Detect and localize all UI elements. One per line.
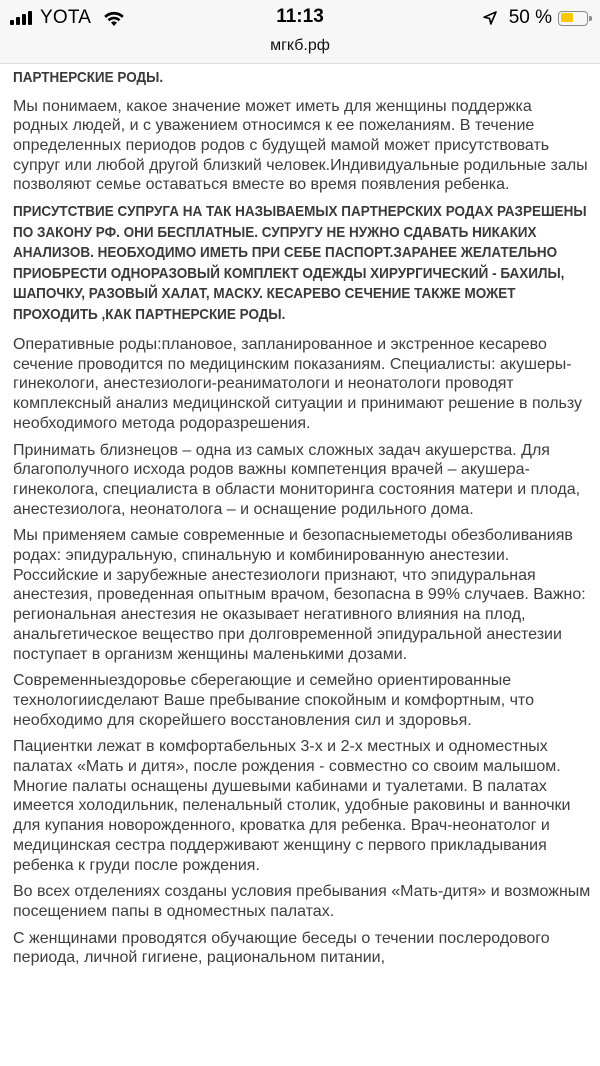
- paragraph-education: С женщинами проводятся обучающие беседы о течении послеродового периода, личной гигиене, рациональном питании,: [13, 929, 550, 967]
- paragraph-wards: Пациентки лежат в комфортабельных 3-х и 2-х местных и одноместных палатах «Мать и дитя», после рождения - совместно со своим малышом. Многие палаты оснащены душевыми кабинами и туалетами. В палатах имеется холодильник, пеленальный столик, удобные раковины и ванночки для купания новорожденного, кроватка для ребенка. Врач-неонатолог и медицинская сестра поддерживают женщину с первого прикладывания ребенка к груди после рождения.: [13, 738, 571, 874]
- paragraph-mother-child: Во всех отделениях созданы условия пребывания «Мать-дитя» и возможным посещением папы в одноместных палатах.: [13, 883, 591, 920]
- article-content: [13, 66, 591, 975]
- status-time: 11:13: [276, 6, 324, 27]
- address-bar[interactable]: [0, 36, 600, 64]
- heading-partner-rules: ПРИСУТСТВИЕ СУПРУГА НА ТАК НАЗЫВАЕМЫХ ПАРТНЕРСКИХ РОДАХ РАЗРЕШЕНЫ ПО ЗАКОНУ РФ. ОНИ БЕСПЛАТНЫЕ. СУПРУГУ НЕ НУЖНО СДАВАТЬ НИКАКИХ АНАЛИЗОВ. НЕОБХОДИМО ИМЕТЬ ПРИ СЕБЕ ПАСПОРТ.ЗАРАНЕЕ ЖЕЛАТЕЛЬНО ПРИОБРЕСТИ ОДНОРАЗОВЫЙ КОМПЛЕКТ ОДЕЖДЫ ХИРУРГИЧЕСКИЙ - БАХИЛЫ, ШАПОЧКУ, РАЗОВЫЙ ХАЛАТ, МАСКУ. КЕСАРЕВО СЕЧЕНИЕ ТАКЖЕ МОЖЕТ ПРОХОДИТЬ ,КАК ПАРТНЕРСКИЕ РОДЫ.: [13, 203, 587, 323]
- heading-partner-births: ПАРТНЕРСКИЕ РОДЫ.: [13, 69, 164, 86]
- paragraph-technologies: Современныездоровье сберегающие и семейно ориентированные технологиисделают Ваше пребывание спокойным и комфортным, что необходимо для скорейшего восстановления сил и здоровья.: [13, 672, 534, 729]
- paragraph-twins: Принимать близнецов – одна из самых сложных задач акушерства. Для благополучного исхода родов важны компетенция врачей – акушера-гинеколога, специалиста в области мониторинга состояния матери и плода, анестезиолога, неонатолога – и оснащение родильного дома.: [13, 441, 581, 518]
- paragraph-cesarean: Оперативные роды:плановое, запланированное и экстренное кесарево сечение проводится по медицинским показаниям. Специалисты: акушеры-гинекологи, анестезиологи-реаниматологи и неонатологи проводят комплексный анализ медицинской ситуации и принимают решение в пользу необходимого метода родоразрешения.: [13, 336, 583, 432]
- url-text[interactable]: мгкб.рф: [270, 37, 330, 54]
- battery-icon: [558, 11, 588, 26]
- battery-level-fill: [561, 13, 573, 22]
- paragraph-family-support: Мы понимаем, какое значение может иметь для женщины поддержка родных людей, и с уважением относимся к ее пожеланиям. В течение определенных периодов родов с будущей мамой может присутствовать супруг или любой другой близкий человек.Индивидуальные родильные залы позволяют семье оставаться вместе во время появления ребенка.: [13, 97, 588, 194]
- carrier-name: YOTA: [40, 7, 92, 28]
- location-arrow-icon: [483, 11, 497, 25]
- status-bar: [0, 0, 600, 36]
- battery-tip: [589, 16, 592, 21]
- battery-percent: 50 %: [508, 7, 552, 28]
- paragraph-anesthesia: Мы применяем самые современные и безопасныеметоды обезболиванияв родах: эпидуральную, спинальную и комбинированную анестезии. Российские и зарубежные анестезиологи признают, что эпидуральная анестезия, проведенная опытным врачом, безопасна в 99% случаев. Важно: региональная анестезия не оказывает негативного влияния на плод, анальгетическое вещество при долговременной эпидуральной анестезии поступает в организм женщины маленькими дозами.: [13, 527, 586, 663]
- status-right: [483, 7, 588, 29]
